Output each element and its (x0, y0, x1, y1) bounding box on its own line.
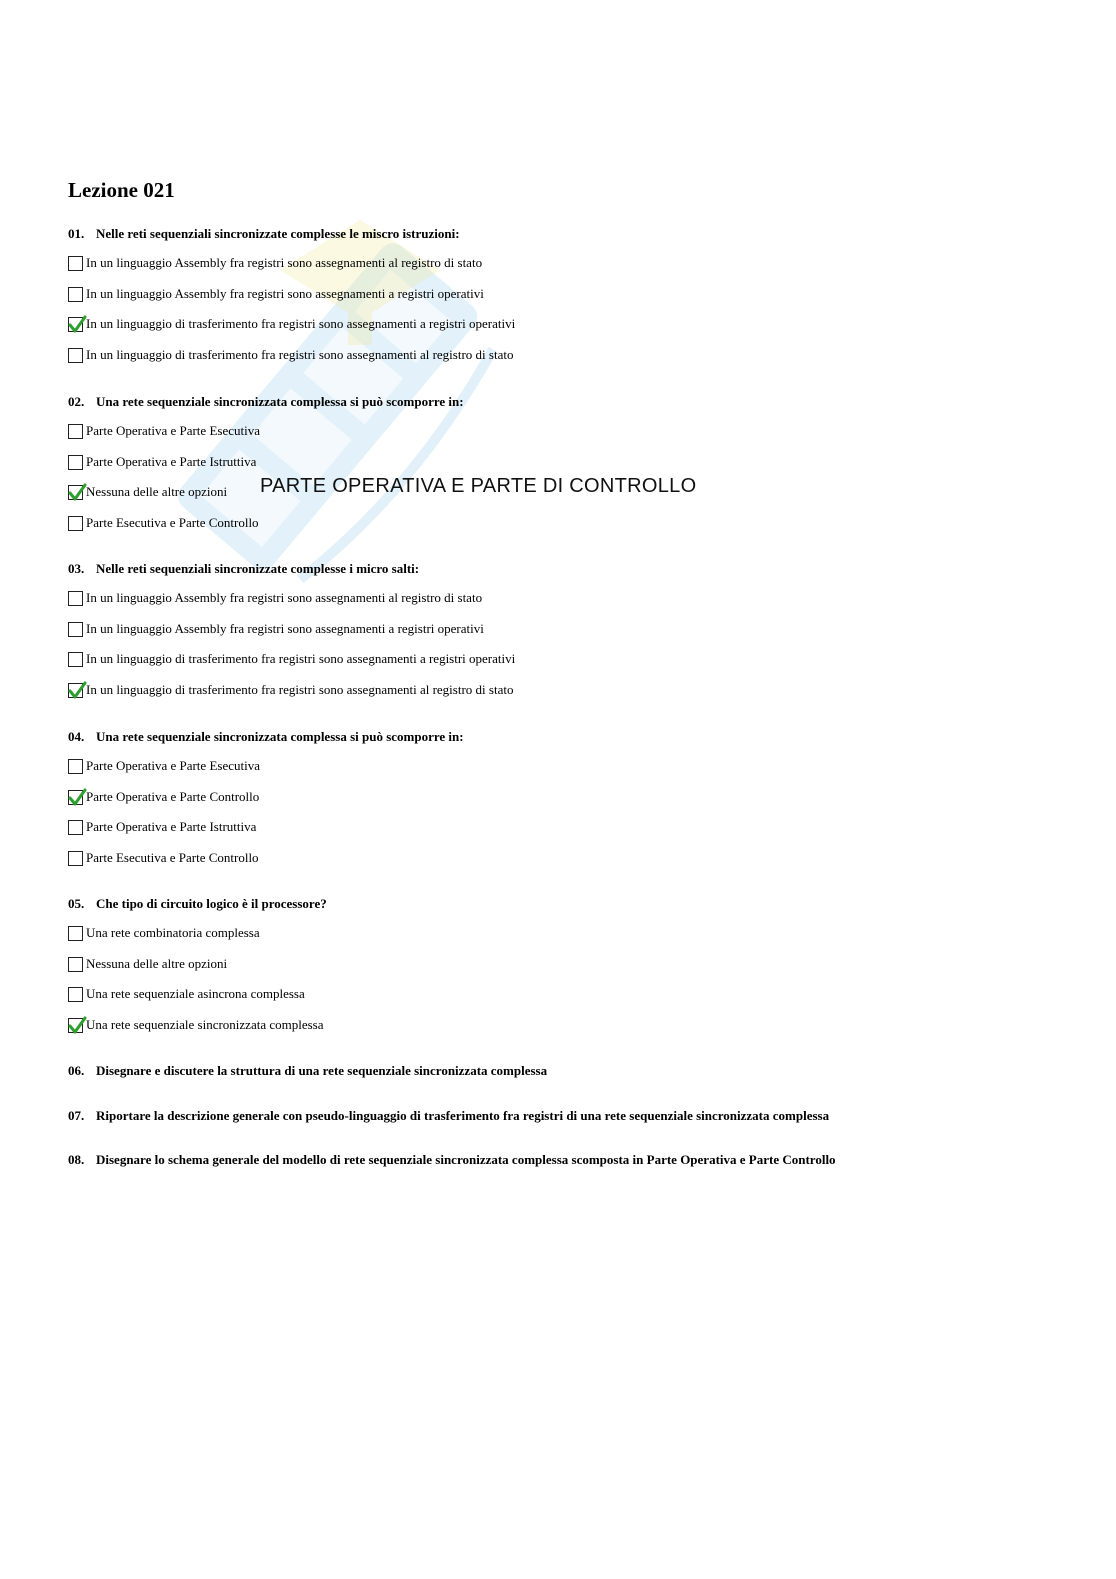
answer-option[interactable] (68, 955, 227, 973)
checkbox-empty-icon[interactable] (68, 455, 83, 470)
answer-option[interactable] (68, 818, 256, 836)
question-7 (68, 1108, 829, 1124)
answer-option-label: In un linguaggio Assembly fra registri sono assegnamenti al registro di stato (86, 590, 483, 605)
answer-option-label: Una rete sequenziale asincrona complessa (86, 986, 305, 1001)
question-number: 07. (68, 1108, 85, 1123)
answer-option[interactable] (68, 650, 515, 668)
answer-option-label: Una rete combinatoria complessa (86, 925, 260, 940)
answer-option-label: In un linguaggio Assembly fra registri sono assegnamenti a registri operativi (86, 286, 484, 301)
answer-option[interactable] (68, 346, 513, 364)
checkbox-empty-icon[interactable] (68, 987, 83, 1002)
answer-option-label: Nessuna delle altre opzioni (86, 956, 228, 971)
question-4 (68, 729, 464, 745)
question-text: Nelle reti sequenziali sincronizzate complesse le miscro istruzioni: (96, 226, 460, 241)
answer-option-label: In un linguaggio Assembly fra registri sono assegnamenti al registro di stato (86, 255, 483, 270)
checkbox-checked-icon[interactable] (68, 317, 83, 332)
checkbox-checked-icon[interactable] (68, 485, 83, 500)
answer-option[interactable] (68, 589, 482, 607)
answer-option-label: Parte Esecutiva e Parte Controllo (86, 850, 259, 865)
answer-option[interactable] (68, 620, 484, 638)
question-number: 03. (68, 561, 85, 576)
answer-option-label: In un linguaggio di trasferimento fra registri sono assegnamenti a registri operativi (86, 651, 516, 666)
question-number: 08. (68, 1152, 85, 1167)
answer-option[interactable] (68, 681, 513, 699)
checkbox-empty-icon[interactable] (68, 516, 83, 531)
answer-option[interactable] (68, 453, 256, 471)
checkbox-empty-icon[interactable] (68, 851, 83, 866)
checkbox-empty-icon[interactable] (68, 957, 83, 972)
question-3 (68, 561, 419, 577)
answer-option[interactable] (68, 483, 227, 501)
checkbox-empty-icon[interactable] (68, 820, 83, 835)
answer-option-label: Parte Operativa e Parte Esecutiva (86, 758, 260, 773)
checkbox-empty-icon[interactable] (68, 256, 83, 271)
question-number: 05. (68, 896, 85, 911)
checkbox-checked-icon[interactable] (68, 790, 83, 805)
question-text: Che tipo di circuito logico è il processore? (96, 896, 327, 911)
answer-option-label: Una rete sequenziale sincronizzata complessa (86, 1017, 324, 1032)
question-text: Disegnare lo schema generale del modello di rete sequenziale sincronizzata complessa scomposta in Parte Operativa e Parte Controllo (96, 1152, 836, 1167)
checkbox-empty-icon[interactable] (68, 424, 83, 439)
checkbox-empty-icon[interactable] (68, 348, 83, 363)
page-title: Lezione 021 (68, 178, 175, 202)
answer-option[interactable] (68, 985, 305, 1003)
answer-option[interactable] (68, 1016, 324, 1034)
question-text: Disegnare e discutere la struttura di una rete sequenziale sincronizzata complessa (96, 1063, 548, 1078)
answer-option[interactable] (68, 924, 260, 942)
question-text: Riportare la descrizione generale con pseudo-linguaggio di trasferimento fra registri di una rete sequenziale sincronizzata complessa (96, 1108, 830, 1123)
checkbox-empty-icon[interactable] (68, 926, 83, 941)
answer-option-label: In un linguaggio di trasferimento fra registri sono assegnamenti al registro di stato (86, 347, 514, 362)
question-number: 01. (68, 226, 85, 241)
checkbox-checked-icon[interactable] (68, 683, 83, 698)
question-text: Una rete sequenziale sincronizzata complessa si può scomporre in: (96, 394, 464, 409)
answer-option-label: Parte Operativa e Parte Controllo (86, 789, 260, 804)
answer-option[interactable] (68, 285, 484, 303)
answer-option-label: Parte Operativa e Parte Esecutiva (86, 423, 260, 438)
question-number: 02. (68, 394, 85, 409)
question-number: 06. (68, 1063, 85, 1078)
handwritten-answer-annotation: PARTE OPERATIVA E PARTE DI CONTROLLO (260, 475, 697, 497)
question-number: 04. (68, 729, 85, 744)
answer-option-label: Nessuna delle altre opzioni (86, 484, 228, 499)
answer-option-label: Parte Operativa e Parte Istruttiva (86, 819, 257, 834)
answer-option-label: In un linguaggio Assembly fra registri sono assegnamenti a registri operativi (86, 621, 484, 636)
answer-option-label: Parte Operativa e Parte Istruttiva (86, 454, 257, 469)
question-1 (68, 226, 460, 242)
question-8 (68, 1152, 836, 1168)
answer-option[interactable] (68, 757, 260, 775)
question-text: Una rete sequenziale sincronizzata complessa si può scomporre in: (96, 729, 464, 744)
question-5 (68, 896, 327, 912)
answer-option-label: In un linguaggio di trasferimento fra registri sono assegnamenti a registri operativi (86, 316, 516, 331)
answer-option[interactable] (68, 254, 482, 272)
checkbox-checked-icon[interactable] (68, 1018, 83, 1033)
question-6 (68, 1063, 547, 1079)
question-text: Nelle reti sequenziali sincronizzate complesse i micro salti: (96, 561, 420, 576)
answer-option-label: Parte Esecutiva e Parte Controllo (86, 515, 259, 530)
checkbox-empty-icon[interactable] (68, 287, 83, 302)
answer-option[interactable] (68, 315, 515, 333)
answer-option[interactable] (68, 788, 259, 806)
checkbox-empty-icon[interactable] (68, 591, 83, 606)
checkbox-empty-icon[interactable] (68, 652, 83, 667)
answer-option[interactable] (68, 849, 259, 867)
answer-option-label: In un linguaggio di trasferimento fra registri sono assegnamenti al registro di stato (86, 682, 514, 697)
answer-option[interactable] (68, 422, 260, 440)
question-2 (68, 394, 464, 410)
checkbox-empty-icon[interactable] (68, 759, 83, 774)
answer-option[interactable] (68, 514, 259, 532)
checkbox-empty-icon[interactable] (68, 622, 83, 637)
